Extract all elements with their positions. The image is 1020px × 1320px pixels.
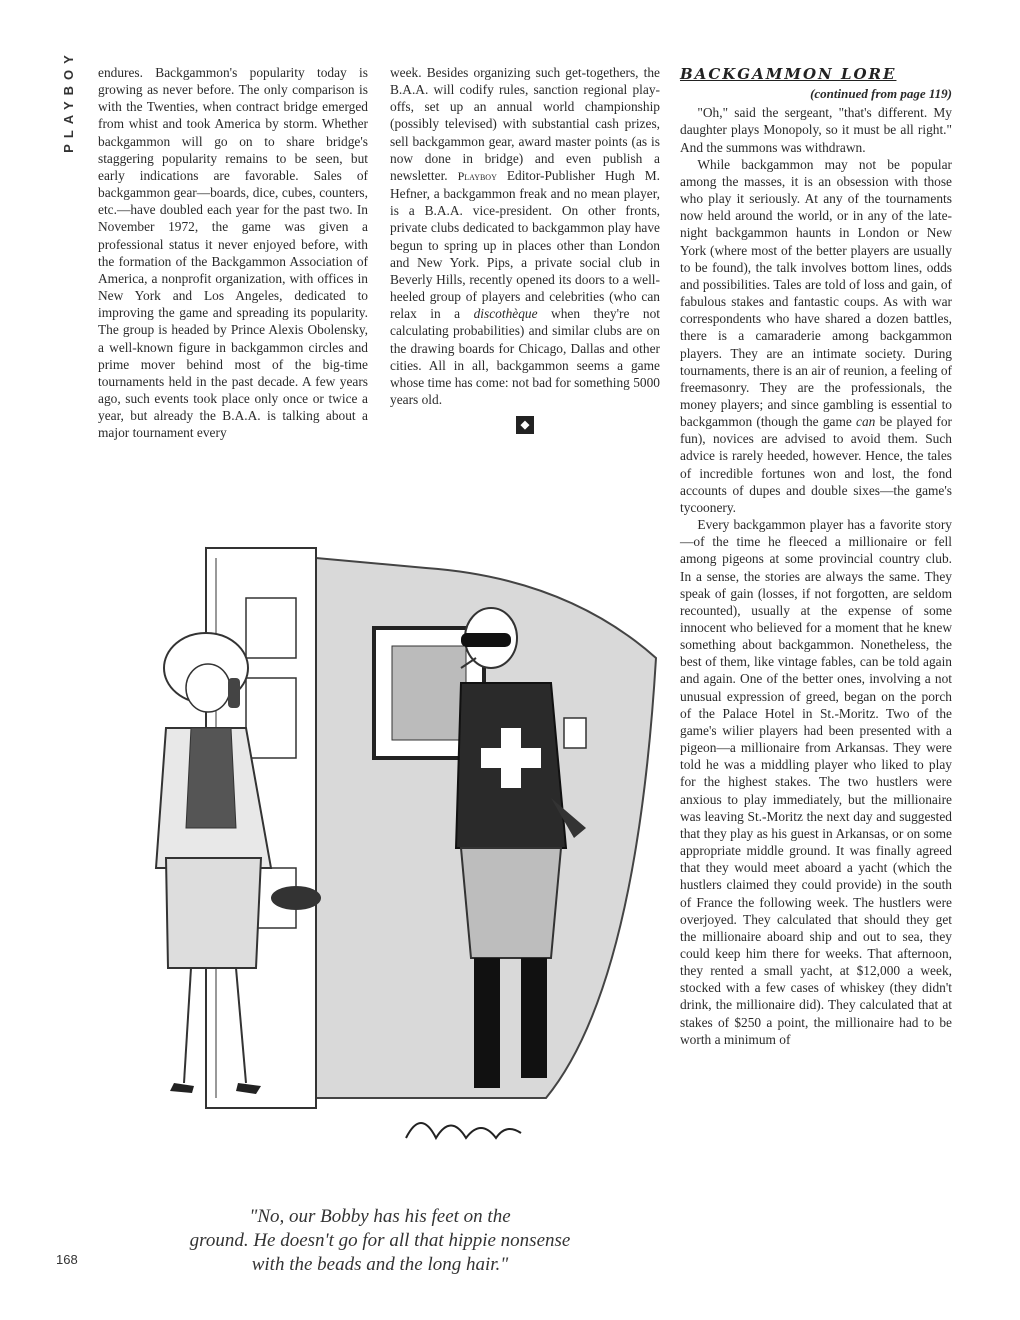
p2-italic: can	[856, 414, 876, 430]
column2-part1: week. Besides organizing such get-togethers, the B.A.A. will codify rules, sanction regional play-offs, set up an annual world championship (possibly televised) with substantial cash prizes, sell backgammon gear, award master points (as is now done in bridge) and even publish a newsletter.	[390, 65, 660, 183]
woman-blouse	[186, 728, 236, 828]
telephone-receiver	[228, 678, 240, 708]
woman-shoe-left	[170, 1083, 194, 1093]
telephone-base	[271, 886, 321, 910]
p2-text: While backgammon may not be popular among the masses, it is an obsession with those who play it seriously. At any of the tournaments now held around the world, or in any of the late-night backgammon haunts in London or New York (where most of the better players are usually to be found), the talk involves bottom lines, odds and possibilities. Tales are told of loss and gain, of fabulous stakes and fantastic coups. As with war correspondents who have shared a dozen battles, there is a camaraderie among backgammon players. They are an intimate society. During tournaments, there is an air of reunion, a feeling of freemasonry. They are the professionals, the money players; and since gambling is essential to backgammon (though the game	[680, 156, 952, 430]
page-number: 168	[56, 1252, 78, 1267]
column3-paragraph-3: Every backgammon player has a favorite story—of the time he fleeced a millionaire or fell among pigeons at some provincial country club. In a sense, the stories are always the same. They speak of gain (losses, if not forgotten, are seldom recounted), usually at the expense of some innocent who believed for a moment that he knew something about backgammon. Nonetheless, the best of them, like vintage fables, can be told again and again. One of the better ones, involving a not unusual expression of greed, began on the porch of the Palace Hotel in St.-Moritz. Two of the game's wilier players had been presented with a pigeon—a millionaire from Arkansas. They were told he was a middling player who liked to play for the highest stakes. The two hustlers were anxious to play immediately, but the millionaire was leaving St.-Moritz the next day and suggested that they play as his guest in Arkansas, or on some appropriate middle ground. It was finally agreed that they would meet aboard a yacht (which the hustlers claimed they could provide) in the south of France the following week. The hustlers were overjoyed. They calculated that should they get the millionaire aboard ship and out to sea, they could keep him there for weeks. That afternoon, they rented a small yacht, at $12,000 a week, stocked with a few cases of whiskey (they didn't drink, the millionaire did). They calculated that at stakes of $250 a point, the millionaire had to be worth a minimum of	[680, 517, 952, 1047]
continued-note: (continued from page 119)	[810, 86, 952, 102]
side-title-text: PLAYBOY	[61, 49, 76, 153]
column2-part3: when they're not calculating probabilities) and similar clubs are on the drawing boards for Chicago, Dallas and other cities. All in all, backgammon seems a game whose time has come: not bad for something 5000 years old.	[390, 306, 660, 407]
woman-leg-left	[184, 968, 191, 1083]
column2-part2: Editor-Publisher Hugh M. Hefner, a backgammon freak and no mean player, is a B.A.A. vice-president. On other fronts, private clubs dedicated to backgammon play have begun to spring up in places other than London and New York. Pips, a private social club in Beverly Hills, recently opened its doors to a well-heeled group of players and celebrities (who can relax in a	[390, 167, 660, 322]
caption-line-1: "No, our Bobby has his feet on the	[249, 1206, 511, 1227]
cartoon-illustration	[96, 538, 670, 1200]
section-heading: BACKGAMMON LORE	[680, 65, 897, 83]
man-boot-right	[521, 958, 547, 1078]
article-column-2	[390, 64, 660, 434]
woman-skirt	[166, 858, 261, 968]
column2-text	[390, 64, 660, 408]
article-column-1	[98, 64, 368, 441]
cartoon-caption	[130, 1205, 630, 1277]
artist-signature	[406, 1123, 521, 1138]
caption-line-2: ground. He doesn't go for all that hippie nonsense	[189, 1230, 571, 1251]
playboy-smallcaps: Playboy	[457, 168, 497, 183]
column3-paragraph-1: "Oh," said the sergeant, "that's different. My daughter plays Monopoly, so it must be all right." And the summons was withdrawn.	[680, 105, 952, 155]
man-sunglasses	[461, 633, 511, 647]
man-boot-left	[474, 958, 500, 1088]
woman-face	[186, 664, 230, 712]
discotheque-italic: discothèque	[473, 306, 538, 322]
cartoon-drawing	[96, 538, 670, 1200]
playboy-end-mark-icon: ◆	[516, 416, 534, 434]
wall-picture	[392, 646, 466, 740]
column1-text: endures. Backgammon's popularity today is growing as never before. The only comparison is with the Twenties, when contract bridge emerged from whist and took America by storm. Whether backgammon will go on to share bridge's staggering popularity remains to be seen, but early indications are favorable. Sales of backgammon gear—boards, dice, cubes, counters, etc.—have doubled each year for the past two. In November 1972, the game was given a professional status it never enjoyed before, with the formation of the Backgammon Association of America, a nonprofit organization, with offices in New York and Los Angeles, dedicated to improving the game and spreading its popularity. The group is headed by Prince Alexis Obolensky, a well-known figure in backgammon circles and prime mover behind most of the big-time tournaments held in the past decade. A few years ago, such events took place only once or twice a year, but already the B.A.A. is talking about a major tournament every	[98, 65, 368, 441]
magazine-side-title	[56, 49, 82, 153]
man-breeches	[461, 848, 561, 958]
caption-line-3: with the beads and the long hair."	[251, 1254, 509, 1275]
p2-end: be played for fun), novices are advised to avoid them. Such advice is rarely heeded, however. Hence, the tales of incredible fortunes won and lost, the fond accounts of dupes and double sixes—the game's tycoonery.	[680, 414, 952, 515]
column3-paragraph-2	[680, 156, 952, 516]
armband	[564, 718, 586, 748]
article-column-3	[680, 66, 952, 1048]
